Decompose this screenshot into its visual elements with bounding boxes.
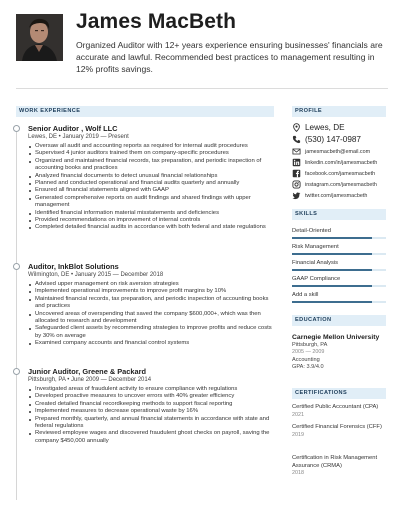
job-entry-senior-auditor <box>28 124 274 232</box>
section-heading-skills: SKILLS <box>292 209 386 220</box>
skill-bar-fill <box>292 285 372 287</box>
summary-text: Organized Auditor with 12+ years experience ensuring businesses' financials are accurate and lawful. Recommended best practices to management resulting in 12% profits savings. <box>76 40 383 74</box>
skill-item <box>292 259 386 271</box>
job-title: Junior Auditor, Greene & Packard <box>28 367 147 376</box>
job-title: Auditor, InkBlot Solutions <box>28 262 119 271</box>
header-divider <box>16 88 388 89</box>
contact-email[interactable] <box>292 147 392 156</box>
job-bullets <box>28 281 274 348</box>
school-city: Pittsburgh, PA <box>292 342 328 348</box>
contact-instagram[interactable] <box>292 180 392 189</box>
list-item: Developed proactive measures to uncover errors with 40% greater efficiency <box>35 393 274 400</box>
contact-linkedin[interactable] <box>292 158 392 167</box>
list-item: Uncovered areas of overspending that saved the company $600,000+, which was then allocated to research and development <box>35 311 274 326</box>
job-bullets <box>28 386 274 445</box>
contact-facebook[interactable] <box>292 169 392 178</box>
timeline-dot <box>13 263 20 270</box>
list-item: Ensured all financial statements aligned with GAAP <box>35 187 274 194</box>
list-item: Created detailed financial recordkeeping methods to support fiscal reporting <box>35 401 274 408</box>
list-item: Oversaw all audit and accounting reports as required for internal audit procedures <box>35 143 274 150</box>
certification-name: Certified Public Accountant (CPA) <box>292 404 379 410</box>
job-bullets <box>28 143 274 232</box>
job-title: Senior Auditor , Wolf LLC <box>28 124 118 133</box>
job-entry-junior-auditor <box>28 367 274 445</box>
certification-item <box>292 404 392 419</box>
linkedin-icon <box>292 158 301 167</box>
instagram-link[interactable]: instagram.com/jamesmacbeth <box>305 181 377 188</box>
list-item: Provided recommendations on improvement of internal controls <box>35 217 274 224</box>
job-meta: Wilmington, DE • January 2015 — December 2018 <box>28 272 164 278</box>
skill-bar <box>292 301 386 303</box>
list-item: Implemented operational improvements to improve profit margins by 10% <box>35 288 274 295</box>
facebook-link[interactable]: facebook.com/jamesmacbeth <box>305 170 376 177</box>
list-item: Maintained financial records, tax preparation, and periodic inspection of accounting books and practices <box>35 296 274 311</box>
list-item: Generated comprehensive reports on audit findings and shared findings with upper management <box>35 195 274 210</box>
candidate-name: James MacBeth <box>76 10 237 33</box>
skill-item <box>292 227 386 239</box>
list-item: Planned and conducted operational and financial audits quarterly and annually <box>35 180 274 187</box>
section-heading-work-experience: WORK EXPERIENCE <box>16 106 274 117</box>
linkedin-link[interactable]: linkedin.com/in/jamesmacbeth <box>305 159 378 166</box>
job-meta: Lewes, DE • January 2019 — Present <box>28 134 129 140</box>
gpa-text: GPA: 3.9/4.0 <box>292 364 324 371</box>
list-item: Completed detailed financial audits in accordance with both federal and state regulations <box>35 224 274 231</box>
location-text: Lewes, DE <box>305 123 345 132</box>
list-item: Advised upper management on risk aversion strategies <box>35 281 274 288</box>
phone-icon <box>292 135 301 144</box>
certification-item <box>292 455 392 478</box>
education-entry <box>292 333 392 372</box>
skill-bar-fill <box>292 269 372 271</box>
skill-name: Add a skill <box>292 292 319 298</box>
skill-name: Risk Management <box>292 244 339 250</box>
contact-twitter[interactable] <box>292 191 392 200</box>
skill-bar <box>292 237 386 239</box>
school-name: Carnegie Mellon University <box>292 334 380 341</box>
job-entry-auditor <box>28 262 274 348</box>
contact-location <box>292 123 392 132</box>
twitter-icon <box>292 191 301 200</box>
skill-item <box>292 243 386 255</box>
list-item: Supervised 4 junior auditors trained them on company-specific procedures <box>35 150 274 157</box>
section-heading-certifications: CERTIFICATIONS <box>292 388 386 399</box>
instagram-icon <box>292 180 301 189</box>
timeline-dot <box>13 125 20 132</box>
location-pin-icon <box>292 123 301 132</box>
skill-bar <box>292 285 386 287</box>
skill-name: GAAP Compliance <box>292 276 341 282</box>
skill-bar <box>292 253 386 255</box>
list-item: Implemented measures to decrease operational waste by 16% <box>35 408 274 415</box>
experience-timeline <box>16 127 17 500</box>
skill-bar-fill <box>292 253 372 255</box>
email-link[interactable]: jamesmacbeth@email.com <box>305 148 371 155</box>
job-meta: Pittsburgh, PA • June 2009 — December 2014 <box>28 377 152 383</box>
skill-bar <box>292 269 386 271</box>
skill-item <box>292 275 386 287</box>
list-item: Identified financial information material misstatements and deficiencies <box>35 210 274 217</box>
skill-bar-fill <box>292 237 372 239</box>
certification-year: 2018 <box>292 470 304 477</box>
skill-name: Detail-Oriented <box>292 228 331 234</box>
skill-name: Financial Analysis <box>292 260 339 266</box>
section-heading-profile: PROFILE <box>292 106 386 117</box>
certification-item <box>292 424 392 439</box>
certification-year: 2021 <box>292 411 304 418</box>
twitter-link[interactable]: twitter.com/jamesmacbeth <box>305 192 368 199</box>
portrait-image <box>16 14 63 61</box>
facebook-icon <box>292 169 301 178</box>
school-years: 2005 — 2009 <box>292 349 325 356</box>
envelope-icon <box>292 147 301 156</box>
list-item: Examined company accounts and financial control systems <box>35 340 274 347</box>
list-item: Safeguarded client assets by recommending strategies to improve profits and reduce costs by 30% on average <box>35 325 274 340</box>
section-heading-education: EDUCATION <box>292 315 386 326</box>
list-item: Investigated areas of fraudulent activity to ensure compliance with regulations <box>35 386 274 393</box>
list-item: Analyzed financial documents to detect unusual financial relationships <box>35 173 274 180</box>
certification-name: Certification in Risk Management Assurance (CRMA) <box>292 455 378 469</box>
certification-year: 2019 <box>292 431 304 438</box>
timeline-dot <box>13 368 20 375</box>
skill-item <box>292 291 386 303</box>
list-item: Reviewed employee wages and discovered fraudulent ghost checks on payroll, saving the company $450,000 annually <box>35 430 274 445</box>
phone-text: (530) 147-0987 <box>305 135 361 144</box>
list-item: Organized and maintained financial records, tax preparation, and periodic inspection of accounting books and practices <box>35 158 274 173</box>
degree-name: Accounting <box>292 356 320 363</box>
certification-name: Certified Financial Forensics (CFF) <box>292 424 382 430</box>
skill-bar-fill <box>292 301 372 303</box>
profile-photo <box>16 14 63 61</box>
list-item: Prepared monthly, quarterly, and annual financial statements in accordance with state and federal regulations <box>35 416 274 431</box>
contact-phone <box>292 135 392 144</box>
